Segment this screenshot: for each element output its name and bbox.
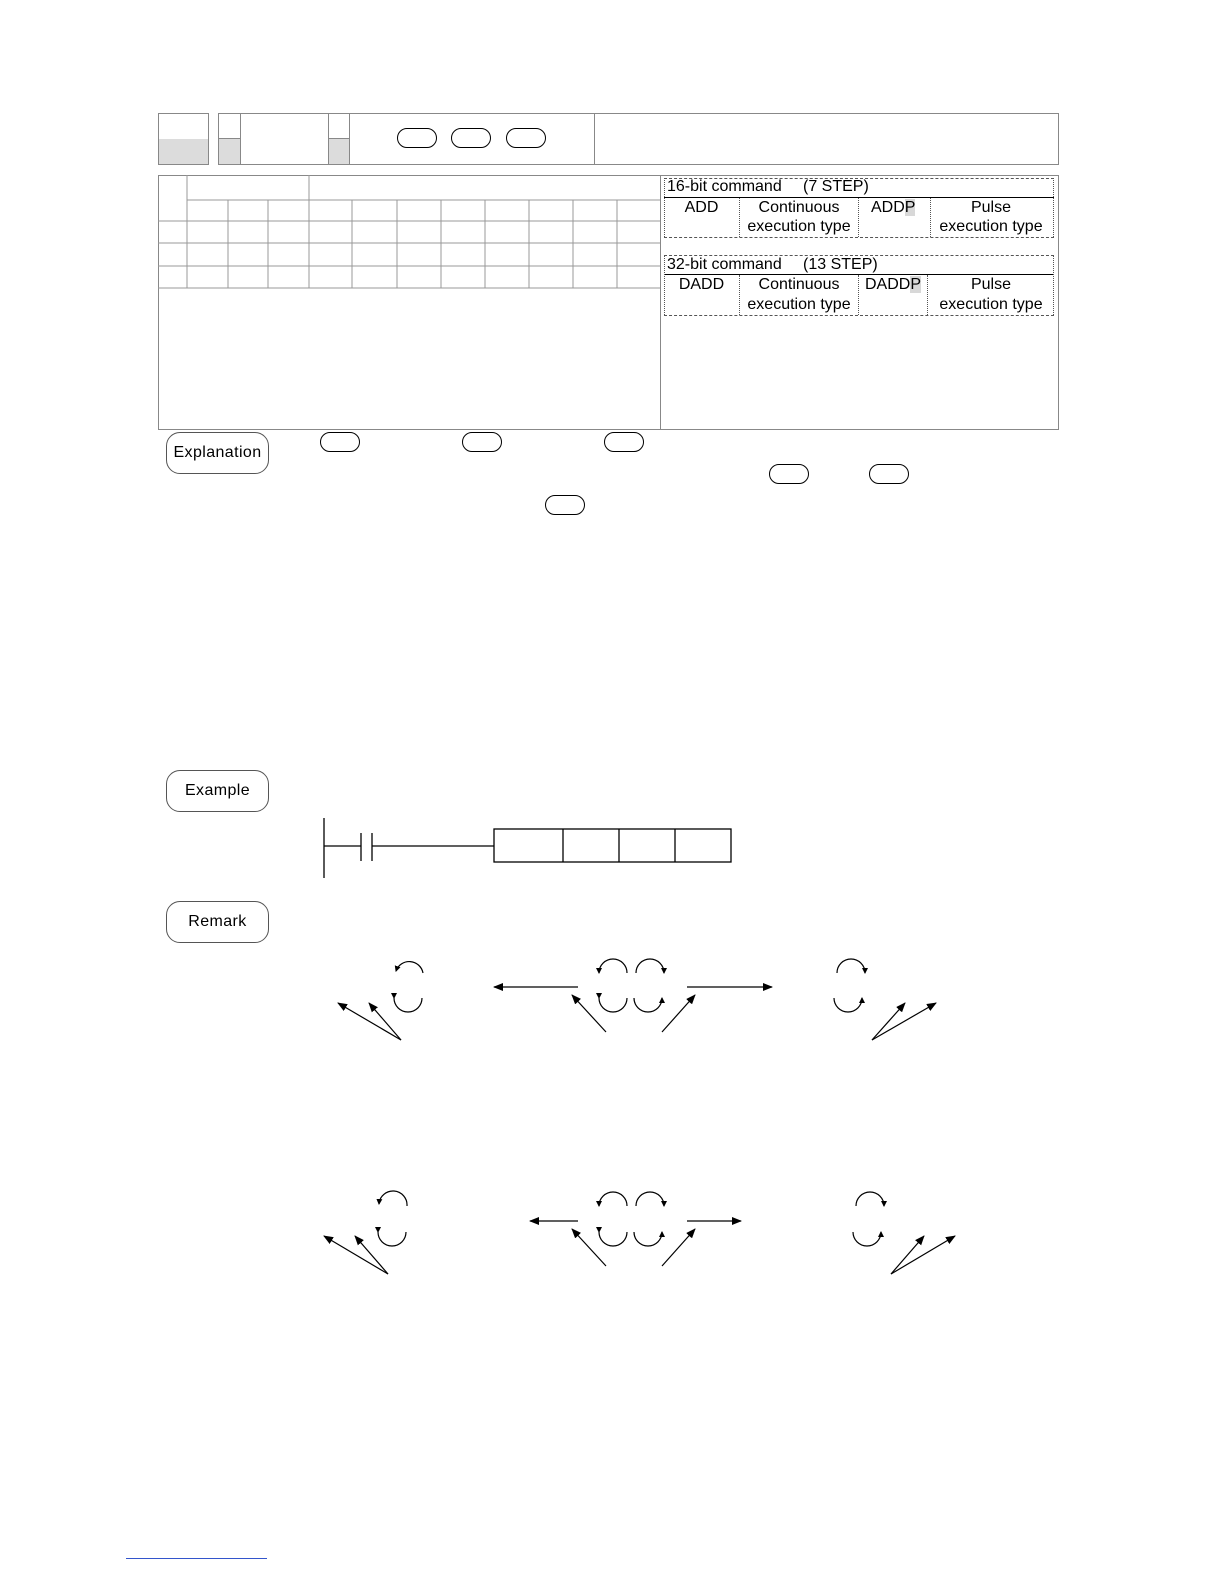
- pointer-arrow-icon: [662, 995, 695, 1032]
- pointer-arrow-icon: [872, 1003, 936, 1040]
- pointer-arrow-icon: [872, 1003, 905, 1040]
- rotate-arrow-icon: [379, 1191, 407, 1206]
- pointer-arrow-icon: [572, 995, 606, 1032]
- explanation-label: Explanation: [166, 432, 269, 474]
- cmd-16bit-continuous-type-1: Continuous: [758, 199, 840, 216]
- cmd-32bit-continuous-name: DADD: [678, 276, 725, 293]
- cmd-32bit-continuous-type-1: Continuous: [758, 276, 840, 293]
- cmd-16bit-pulse-name: ADDP: [871, 199, 916, 216]
- rotate-arrow-icon: [599, 998, 627, 1012]
- footnote-rule: [126, 1558, 267, 1559]
- cmd-16bit-pulse-type-2: execution type: [939, 218, 1043, 235]
- rotate-arrow-icon: [599, 959, 627, 973]
- cmd-16bit-title: 16-bit command: [667, 178, 782, 195]
- pointer-arrow-icon: [338, 1003, 401, 1040]
- example-label: Example: [166, 770, 269, 812]
- rotate-arrow-icon: [394, 998, 422, 1012]
- cmd-32bit-title: 32-bit command: [667, 256, 782, 273]
- pointer-arrow-icon: [891, 1236, 924, 1274]
- rotate-arrow-icon: [634, 998, 662, 1012]
- cmd-32bit-pulse-type-1: Pulse: [970, 276, 1012, 293]
- rotate-arrow-icon: [636, 959, 664, 973]
- pointer-arrow-icon: [891, 1236, 955, 1274]
- remark-diagram-2: [324, 1191, 955, 1274]
- cmd-32bit-pulse-name: DADDP: [865, 276, 922, 293]
- rotate-arrow-icon: [834, 998, 862, 1012]
- cmd-32bit-pulse-type-2: execution type: [939, 296, 1043, 313]
- pointer-arrow-icon: [355, 1236, 388, 1274]
- remark-diagram-1: [338, 959, 936, 1040]
- cmd-32bit-continuous-type-2: execution type: [747, 296, 851, 313]
- cmd-16bit-continuous-type-2: execution type: [747, 218, 851, 235]
- rotate-arrow-icon: [396, 962, 423, 973]
- rotate-arrow-icon: [378, 1232, 406, 1246]
- rotate-arrow-icon: [634, 1232, 662, 1246]
- cmd-16bit-pulse-type-1: Pulse: [970, 199, 1012, 216]
- cmd-16bit-continuous-name: ADD: [684, 199, 719, 216]
- cmd-16bit-steps: (7 STEP): [803, 178, 869, 195]
- rotate-arrow-icon: [599, 1192, 627, 1206]
- cmd-32bit-steps: (13 STEP): [803, 256, 878, 273]
- rotate-arrow-icon: [853, 1232, 881, 1246]
- pointer-arrow-icon: [572, 1229, 606, 1266]
- pointer-arrow-icon: [369, 1003, 401, 1040]
- pointer-arrow-icon: [662, 1229, 695, 1266]
- pointer-arrow-icon: [324, 1236, 388, 1274]
- rotate-arrow-icon: [599, 1232, 627, 1246]
- remark-label: Remark: [166, 901, 269, 943]
- rotate-arrow-icon: [837, 959, 865, 973]
- rotate-arrow-icon: [856, 1192, 884, 1206]
- rotate-arrow-icon: [636, 1192, 664, 1206]
